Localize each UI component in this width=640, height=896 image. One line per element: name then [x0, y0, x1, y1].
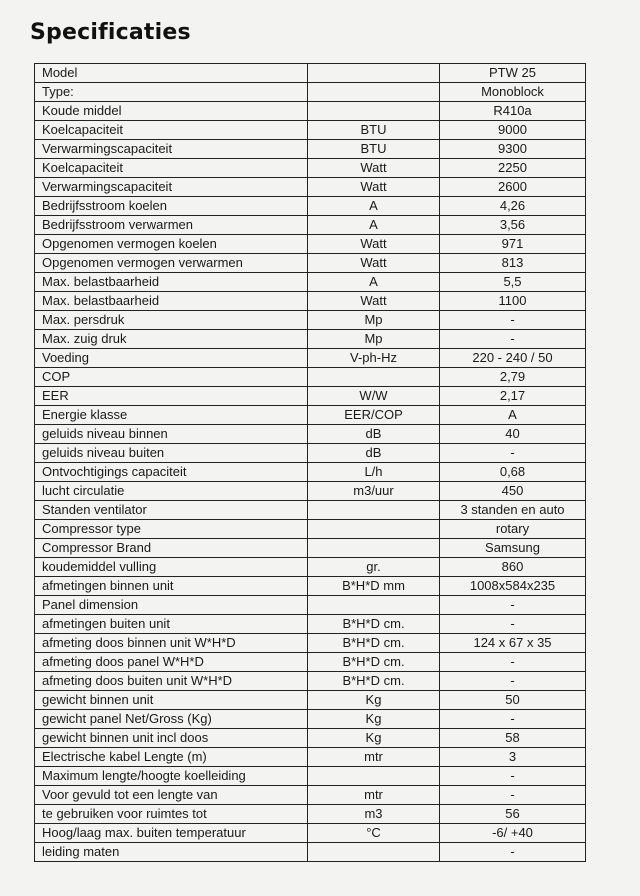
- spec-unit: L/h: [308, 463, 440, 482]
- spec-label: EER: [35, 387, 308, 406]
- table-row: [35, 387, 586, 406]
- table-row: [35, 710, 586, 729]
- spec-value: rotary: [440, 520, 586, 539]
- spec-unit: Watt: [308, 178, 440, 197]
- table-row: [35, 653, 586, 672]
- spec-value: -: [440, 767, 586, 786]
- table-row: [35, 843, 586, 862]
- spec-unit: mtr: [308, 748, 440, 767]
- spec-label: Compressor Brand: [35, 539, 308, 558]
- spec-unit: [308, 539, 440, 558]
- spec-label: Max. belastbaarheid: [35, 273, 308, 292]
- spec-unit: [308, 596, 440, 615]
- spec-value: -: [440, 710, 586, 729]
- table-row: [35, 159, 586, 178]
- spec-unit: [308, 520, 440, 539]
- spec-label: Koude middel: [35, 102, 308, 121]
- spec-value: 813: [440, 254, 586, 273]
- spec-label: Max. zuig druk: [35, 330, 308, 349]
- spec-label: gewicht binnen unit incl doos: [35, 729, 308, 748]
- table-row: [35, 558, 586, 577]
- spec-label: afmeting doos buiten unit W*H*D: [35, 672, 308, 691]
- table-row: [35, 748, 586, 767]
- spec-label: geluids niveau buiten: [35, 444, 308, 463]
- spec-value: -: [440, 843, 586, 862]
- spec-value: Monoblock: [440, 83, 586, 102]
- table-row: [35, 406, 586, 425]
- spec-table-body: [35, 64, 586, 862]
- spec-unit: BTU: [308, 121, 440, 140]
- spec-unit: EER/COP: [308, 406, 440, 425]
- spec-value: -6/ +40: [440, 824, 586, 843]
- table-row: [35, 311, 586, 330]
- spec-unit: B*H*D cm.: [308, 653, 440, 672]
- table-row: [35, 824, 586, 843]
- spec-unit: W/W: [308, 387, 440, 406]
- spec-unit: A: [308, 216, 440, 235]
- spec-value: 58: [440, 729, 586, 748]
- spec-unit: B*H*D cm.: [308, 615, 440, 634]
- table-row: [35, 121, 586, 140]
- spec-label: Standen ventilator: [35, 501, 308, 520]
- table-row: [35, 273, 586, 292]
- spec-label: Electrische kabel Lengte (m): [35, 748, 308, 767]
- spec-label: Hoog/laag max. buiten temperatuur: [35, 824, 308, 843]
- spec-unit: Watt: [308, 159, 440, 178]
- spec-label: Verwarmingscapaciteit: [35, 140, 308, 159]
- spec-label: Model: [35, 64, 308, 83]
- spec-label: Bedrijfsstroom verwarmen: [35, 216, 308, 235]
- spec-unit: [308, 368, 440, 387]
- spec-label: Maximum lengte/hoogte koelleiding: [35, 767, 308, 786]
- table-row: [35, 786, 586, 805]
- spec-value: 2,79: [440, 368, 586, 387]
- spec-table: [34, 63, 586, 862]
- spec-label: leiding maten: [35, 843, 308, 862]
- spec-label: Max. persdruk: [35, 311, 308, 330]
- spec-label: COP: [35, 368, 308, 387]
- spec-value: 3: [440, 748, 586, 767]
- table-row: [35, 767, 586, 786]
- spec-value: 0,68: [440, 463, 586, 482]
- spec-label: te gebruiken voor ruimtes tot: [35, 805, 308, 824]
- spec-label: afmeting doos binnen unit W*H*D: [35, 634, 308, 653]
- spec-value: R410a: [440, 102, 586, 121]
- spec-unit: B*H*D cm.: [308, 672, 440, 691]
- table-row: [35, 577, 586, 596]
- spec-label: afmetingen buiten unit: [35, 615, 308, 634]
- spec-value: -: [440, 786, 586, 805]
- spec-value: 971: [440, 235, 586, 254]
- spec-label: gewicht binnen unit: [35, 691, 308, 710]
- spec-unit: Kg: [308, 729, 440, 748]
- spec-value: 2,17: [440, 387, 586, 406]
- spec-label: afmetingen binnen unit: [35, 577, 308, 596]
- spec-value: 124 x 67 x 35: [440, 634, 586, 653]
- spec-label: koudemiddel vulling: [35, 558, 308, 577]
- spec-label: Ontvochtigings capaciteit: [35, 463, 308, 482]
- table-row: [35, 482, 586, 501]
- spec-value: 1008x584x235: [440, 577, 586, 596]
- table-row: [35, 235, 586, 254]
- spec-value: 450: [440, 482, 586, 501]
- spec-unit: °C: [308, 824, 440, 843]
- table-row: [35, 805, 586, 824]
- table-row: [35, 444, 586, 463]
- table-row: [35, 216, 586, 235]
- spec-label: Koelcapaciteit: [35, 121, 308, 140]
- spec-value: A: [440, 406, 586, 425]
- table-row: [35, 634, 586, 653]
- spec-value: 9300: [440, 140, 586, 159]
- spec-unit: V-ph-Hz: [308, 349, 440, 368]
- table-row: [35, 254, 586, 273]
- table-row: [35, 330, 586, 349]
- spec-label: Opgenomen vermogen verwarmen: [35, 254, 308, 273]
- spec-value: 3 standen en auto: [440, 501, 586, 520]
- spec-value: 2250: [440, 159, 586, 178]
- spec-unit: B*H*D mm: [308, 577, 440, 596]
- table-row: [35, 368, 586, 387]
- spec-label: Max. belastbaarheid: [35, 292, 308, 311]
- table-row: [35, 539, 586, 558]
- table-row: [35, 520, 586, 539]
- spec-value: 9000: [440, 121, 586, 140]
- spec-value: 1100: [440, 292, 586, 311]
- spec-label: gewicht panel Net/Gross (Kg): [35, 710, 308, 729]
- spec-label: Type:: [35, 83, 308, 102]
- spec-unit: [308, 64, 440, 83]
- spec-label: Verwarmingscapaciteit: [35, 178, 308, 197]
- spec-unit: Watt: [308, 292, 440, 311]
- spec-value: -: [440, 615, 586, 634]
- spec-unit: m3/uur: [308, 482, 440, 501]
- spec-unit: gr.: [308, 558, 440, 577]
- table-row: [35, 83, 586, 102]
- spec-unit: Kg: [308, 710, 440, 729]
- spec-label: Koelcapaciteit: [35, 159, 308, 178]
- table-row: [35, 425, 586, 444]
- spec-unit: A: [308, 273, 440, 292]
- spec-value: -: [440, 653, 586, 672]
- spec-value: -: [440, 444, 586, 463]
- table-row: [35, 596, 586, 615]
- spec-unit: B*H*D cm.: [308, 634, 440, 653]
- table-row: [35, 615, 586, 634]
- spec-value: 56: [440, 805, 586, 824]
- spec-label: Panel dimension: [35, 596, 308, 615]
- table-row: [35, 292, 586, 311]
- spec-value: -: [440, 596, 586, 615]
- spec-value: 2600: [440, 178, 586, 197]
- spec-label: Compressor type: [35, 520, 308, 539]
- spec-label: afmeting doos panel W*H*D: [35, 653, 308, 672]
- spec-label: Opgenomen vermogen koelen: [35, 235, 308, 254]
- spec-unit: Mp: [308, 330, 440, 349]
- spec-unit: Kg: [308, 691, 440, 710]
- table-row: [35, 691, 586, 710]
- spec-label: lucht circulatie: [35, 482, 308, 501]
- spec-unit: A: [308, 197, 440, 216]
- spec-unit: [308, 843, 440, 862]
- spec-value: 50: [440, 691, 586, 710]
- spec-value: -: [440, 330, 586, 349]
- spec-value: -: [440, 311, 586, 330]
- table-row: [35, 178, 586, 197]
- spec-unit: [308, 102, 440, 121]
- table-row: [35, 64, 586, 83]
- table-row: [35, 349, 586, 368]
- table-row: [35, 140, 586, 159]
- spec-value: 4,26: [440, 197, 586, 216]
- spec-value: 40: [440, 425, 586, 444]
- spec-label: Voeding: [35, 349, 308, 368]
- spec-label: Bedrijfsstroom koelen: [35, 197, 308, 216]
- spec-unit: [308, 501, 440, 520]
- table-row: [35, 729, 586, 748]
- spec-value: 860: [440, 558, 586, 577]
- spec-label: Voor gevuld tot een lengte van: [35, 786, 308, 805]
- spec-value: -: [440, 672, 586, 691]
- spec-value: 3,56: [440, 216, 586, 235]
- spec-unit: dB: [308, 444, 440, 463]
- table-row: [35, 102, 586, 121]
- table-row: [35, 463, 586, 482]
- spec-value: Samsung: [440, 539, 586, 558]
- spec-unit: dB: [308, 425, 440, 444]
- spec-unit: Mp: [308, 311, 440, 330]
- spec-label: Energie klasse: [35, 406, 308, 425]
- spec-unit: [308, 767, 440, 786]
- spec-unit: Watt: [308, 254, 440, 273]
- table-row: [35, 672, 586, 691]
- table-row: [35, 501, 586, 520]
- spec-unit: [308, 83, 440, 102]
- spec-unit: m3: [308, 805, 440, 824]
- page-title: Specificaties: [30, 20, 191, 45]
- table-row: [35, 197, 586, 216]
- spec-unit: mtr: [308, 786, 440, 805]
- spec-value: PTW 25: [440, 64, 586, 83]
- spec-value: 220 - 240 / 50: [440, 349, 586, 368]
- spec-unit: BTU: [308, 140, 440, 159]
- spec-label: geluids niveau binnen: [35, 425, 308, 444]
- spec-value: 5,5: [440, 273, 586, 292]
- spec-unit: Watt: [308, 235, 440, 254]
